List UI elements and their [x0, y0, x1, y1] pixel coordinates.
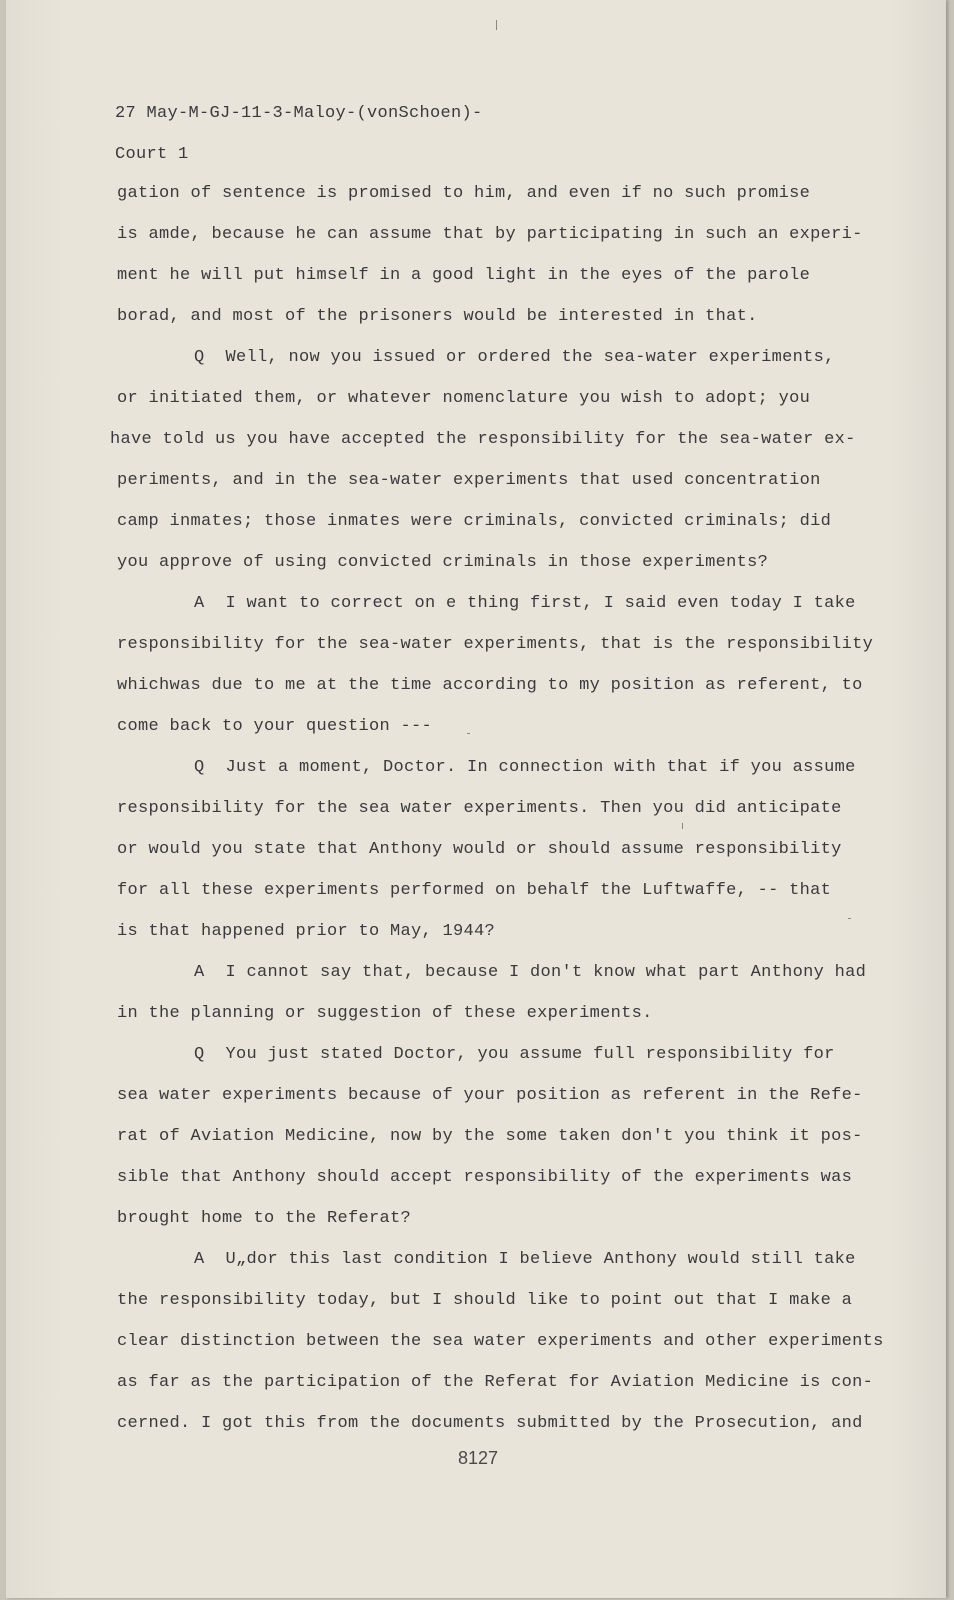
text-line: or would you state that Anthony would or should assume responsibility [117, 840, 842, 859]
text-line: responsibility for the sea water experiments. Then you did anticipate [117, 799, 842, 818]
text-line: is that happened prior to May, 1944? [117, 922, 496, 941]
question-line: Q You just stated Doctor, you assume full responsibility for [194, 1045, 835, 1064]
page-number: 8127 [458, 1448, 499, 1468]
text-line: brought home to the Referat? [117, 1209, 412, 1228]
question-line: Q Well, now you issued or ordered the sea-water experiments, [194, 348, 835, 367]
text-line: camp inmates; those inmates were criminals, convicted criminals; did [117, 512, 832, 531]
answer-line: A I want to correct on e thing first, I said even today I take [194, 594, 856, 613]
text-line: ment he will put himself in a good light in the eyes of the parole [117, 266, 811, 285]
text-line: cerned. I got this from the documents submitted by the Prosecution, and [117, 1414, 863, 1433]
text-line: rat of Aviation Medicine, now by the some taken don't you think it pos- [117, 1127, 863, 1146]
answer-line: A I cannot say that, because I don't know what part Anthony had [194, 963, 867, 982]
question-line: Q Just a moment, Doctor. In connection with that if you assume [194, 758, 856, 777]
text-line: for all these experiments performed on behalf the Luftwaffe, -- that [117, 881, 832, 900]
text-line: sible that Anthony should accept responsibility of the experiments was [117, 1168, 853, 1187]
document-page [6, 0, 946, 1598]
text-line: is amde, because he can assume that by participating in such an experi- [117, 225, 863, 244]
text-line: gation of sentence is promised to him, and even if no such promise [117, 184, 811, 203]
text-line: you approve of using convicted criminals in those experiments? [117, 553, 769, 572]
text-line: sea water experiments because of your position as referent in the Refe- [117, 1086, 863, 1105]
text-line: borad, and most of the prisoners would be interested in that. [117, 307, 758, 326]
text-line: periments, and in the sea-water experiments that used concentration [117, 471, 821, 490]
paper-mark [848, 918, 851, 919]
answer-line: A U„dor this last condition I believe Anthony would still take [194, 1250, 856, 1269]
text-line: come back to your question --- [117, 717, 433, 736]
text-line: responsibility for the sea-water experiments, that is the responsibility [117, 635, 874, 654]
text-line: as far as the participation of the Referat for Aviation Medicine is con- [117, 1373, 874, 1392]
text-line: in the planning or suggestion of these experiments. [117, 1004, 653, 1023]
header-court: Court 1 [115, 145, 189, 164]
text-line: clear distinction between the sea water experiments and other experiments [117, 1332, 884, 1351]
text-line: or initiated them, or whatever nomenclature you wish to adopt; you [117, 389, 811, 408]
text-line: have told us you have accepted the responsibility for the sea-water ex- [110, 430, 856, 449]
paper-mark [682, 823, 683, 829]
text-line: the responsibility today, but I should like to point out that I make a [117, 1291, 853, 1310]
paper-mark [496, 20, 497, 30]
text-line: whichwas due to me at the time according to my position as referent, to [117, 676, 863, 695]
paper-mark [467, 733, 470, 734]
header-reference: 27 May-M-GJ-11-3-Maloy-(vonSchoen)- [115, 104, 483, 123]
